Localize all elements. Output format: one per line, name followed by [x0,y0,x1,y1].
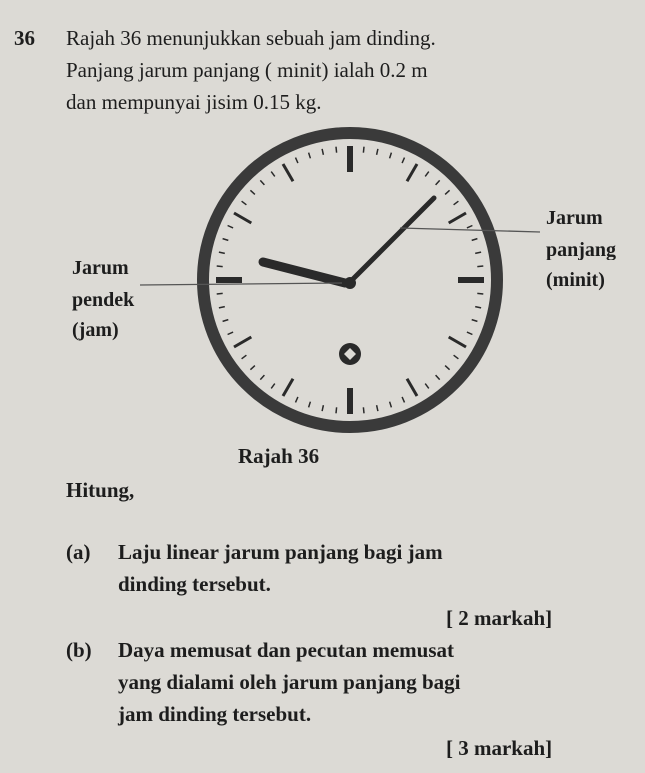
clock-bottom-logo-icon [339,343,361,365]
minute-tick [363,407,364,413]
minute-tick [250,190,255,194]
minute-tick [309,402,311,408]
minute-tick [445,366,450,370]
hour-tick [407,164,417,181]
minute-tick [402,397,404,403]
part-a-marks: [ 2 markah] [446,606,553,630]
minute-hand-label-2: panjang [546,240,617,260]
part-b-label: (b) [66,638,92,662]
minute-tick [242,355,247,359]
part-a-label: (a) [66,540,91,564]
minute-tick [296,397,298,403]
minute-tick [472,320,478,322]
minute-tick [336,407,337,413]
minute-hand [352,198,434,280]
intro-line-2: Panjang jarum panjang ( minit) ialah 0.2 m [66,58,428,82]
minute-hand-leader-line [400,228,540,232]
part-a-line-1: Laju linear jarum panjang bagi jam [118,540,443,564]
minute-tick [467,332,473,334]
minute-tick [454,355,459,359]
part-b-line-1: Daya memusat dan pecutan memusat [118,638,454,662]
minute-tick [228,332,234,334]
minute-tick [445,190,450,194]
minute-tick [402,158,404,164]
hour-hand-label-1: Jarum [72,257,129,279]
clock-center-pin [344,277,356,289]
hour-hand-leader-line [140,283,342,285]
hour-hand-label-2: pendek [72,289,135,311]
hour-tick [449,213,466,223]
minute-hand-label-3: (minit) [546,269,605,291]
minute-tick [377,405,378,411]
minute-tick [271,384,275,389]
minute-tick [475,307,481,308]
minute-tick [467,226,473,228]
part-a-line-2: dinding tersebut. [118,572,271,596]
part-b-line-3: jam dinding tersebut. [118,702,312,726]
hour-tick [407,379,417,396]
minute-tick [336,147,337,153]
hour-hand [263,262,345,283]
minute-tick [260,375,264,380]
minute-tick [223,320,229,322]
minute-tick [377,149,378,155]
prompt-text: Hitung, [66,478,135,502]
minute-tick [223,239,229,241]
hour-tick [283,379,293,396]
minute-tick [250,366,255,370]
part-b-line-2: yang dialami oleh jarum panjang bagi [118,670,461,694]
minute-tick [271,172,275,177]
minute-tick [217,266,223,267]
figure-caption: Rajah 36 [238,444,320,468]
hour-tick [283,164,293,181]
minute-tick [425,172,429,177]
minute-hand-label-1: Jarum [546,207,603,229]
minute-tick [322,405,323,411]
hour-tick [449,337,466,347]
minute-tick [436,375,440,380]
minute-tick [363,147,364,153]
minute-tick [477,266,483,267]
hour-tick [234,337,251,347]
minute-tick [219,252,225,253]
minute-tick [309,153,311,159]
minute-tick [472,239,478,241]
minute-tick [425,384,429,389]
minute-tick [219,307,225,308]
minute-tick [296,158,298,164]
minute-tick [242,201,247,205]
part-b-marks: [ 3 markah] [446,736,553,760]
minute-tick [454,201,459,205]
intro-line-3: dan mempunyai jisim 0.15 kg. [66,90,322,114]
minute-tick [228,226,234,228]
minute-tick [477,293,483,294]
minute-tick [322,149,323,155]
minute-tick [260,180,264,185]
question-number: 36 [14,26,35,50]
intro-line-1: Rajah 36 menunjukkan sebuah jam dinding. [66,26,436,50]
minute-tick [217,293,223,294]
minute-tick [475,252,481,253]
hour-tick [234,213,251,223]
minute-tick [390,153,392,159]
minute-tick [390,402,392,408]
minute-tick [436,180,440,185]
hour-hand-label-3: (jam) [72,319,119,341]
